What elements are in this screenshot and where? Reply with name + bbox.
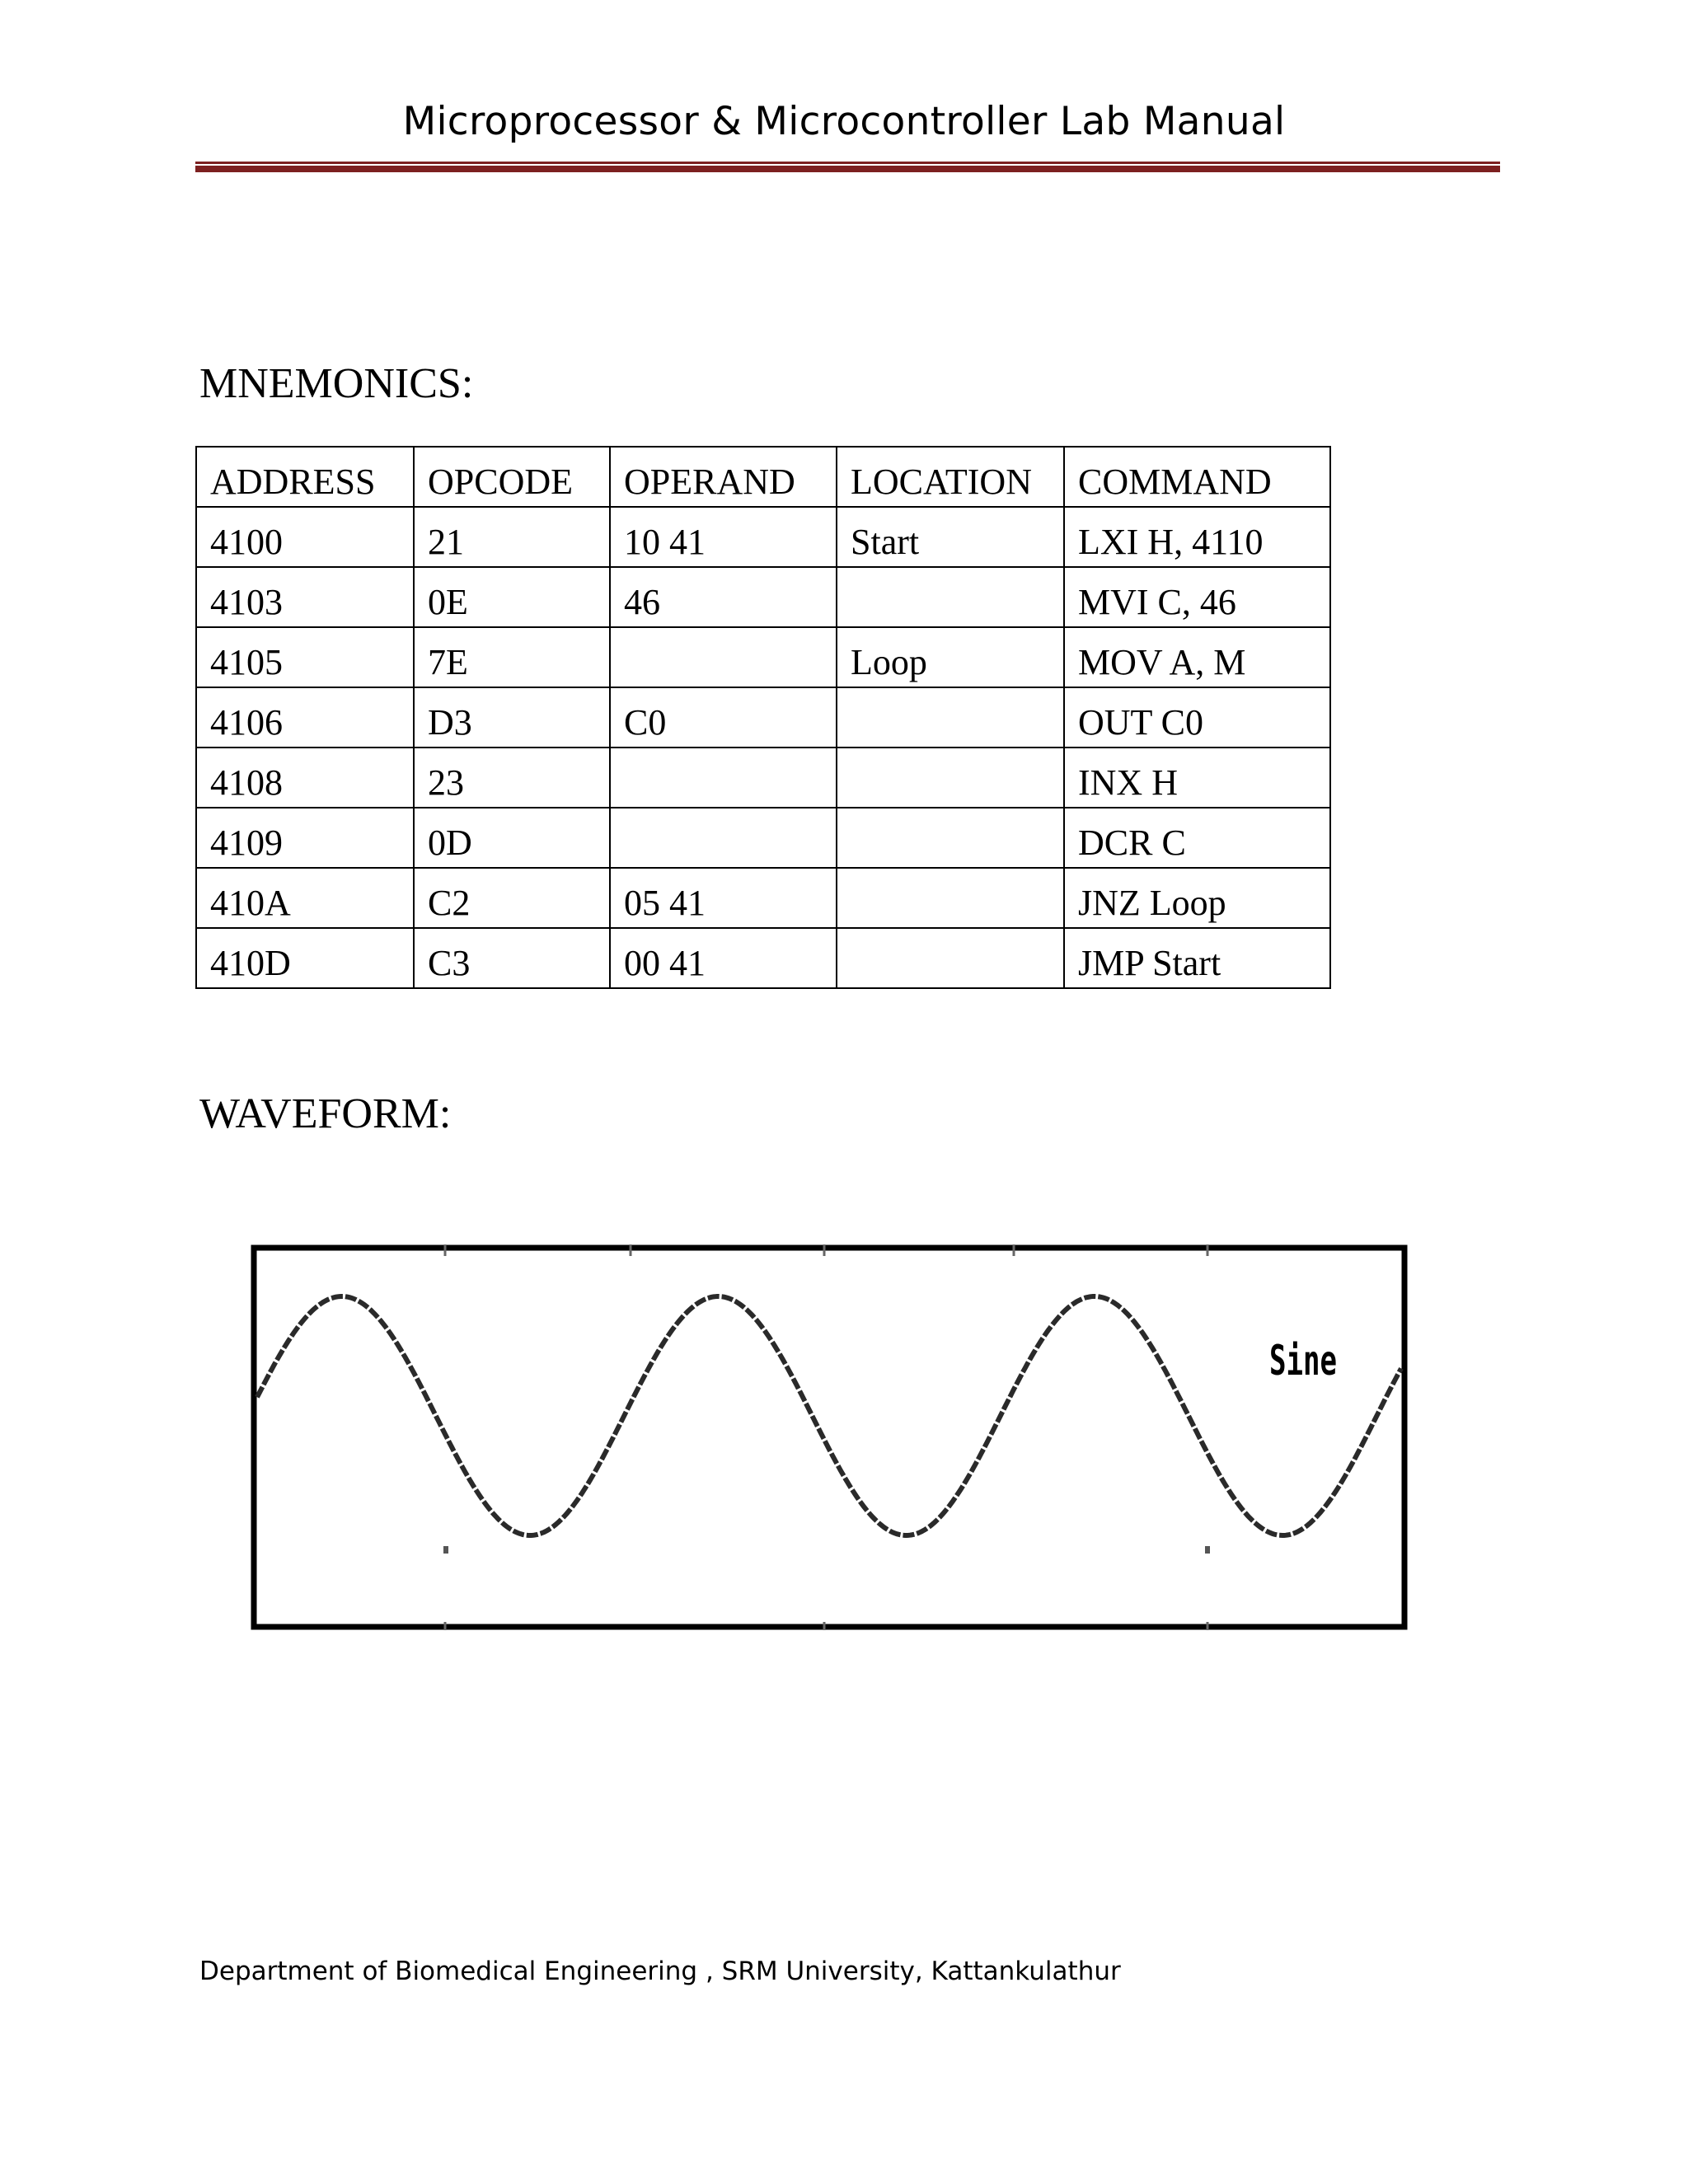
location-cell <box>837 687 1064 748</box>
table-row <box>196 748 1330 808</box>
command-cell: MVI C, 46 <box>1064 567 1330 627</box>
table-row <box>196 868 1330 928</box>
table-row <box>196 507 1330 567</box>
command-cell: INX H <box>1064 748 1330 808</box>
command-cell: DCR C <box>1064 808 1330 868</box>
header-rule <box>195 162 1500 164</box>
waveform-heading: WAVEFORM: <box>199 1090 452 1137</box>
operand-cell <box>610 748 837 808</box>
opcode-cell: C3 <box>414 928 610 988</box>
operand-cell: 10 41 <box>610 507 837 567</box>
operand-cell <box>610 627 837 687</box>
waveform-label: Sine <box>1269 1337 1337 1385</box>
opcode-cell: C2 <box>414 868 610 928</box>
column-header: ADDRESS <box>196 447 414 507</box>
address-cell: 4106 <box>196 687 414 748</box>
operand-cell: 05 41 <box>610 868 837 928</box>
address-cell: 410D <box>196 928 414 988</box>
location-cell <box>837 868 1064 928</box>
address-cell: 4105 <box>196 627 414 687</box>
operand-cell: 00 41 <box>610 928 837 988</box>
address-cell: 4100 <box>196 507 414 567</box>
page-header-title: Microprocessor & Microcontroller Lab Manual <box>402 99 1286 144</box>
opcode-cell: 23 <box>414 748 610 808</box>
table-row <box>196 627 1330 687</box>
opcode-cell: D3 <box>414 687 610 748</box>
sine-trace <box>257 1296 1401 1535</box>
location-cell <box>837 808 1064 868</box>
address-cell: 4109 <box>196 808 414 868</box>
opcode-cell: 0E <box>414 567 610 627</box>
opcode-cell: 21 <box>414 507 610 567</box>
column-header: OPERAND <box>610 447 837 507</box>
column-header: LOCATION <box>837 447 1064 507</box>
address-cell: 410A <box>196 868 414 928</box>
table-row <box>196 928 1330 988</box>
opcode-cell: 7E <box>414 627 610 687</box>
operand-cell: C0 <box>610 687 837 748</box>
marker-dot <box>443 1546 448 1554</box>
location-cell <box>837 928 1064 988</box>
command-cell: LXI H, 4110 <box>1064 507 1330 567</box>
table-header-row <box>196 447 1330 507</box>
command-cell: JMP Start <box>1064 928 1330 988</box>
table-row <box>196 808 1330 868</box>
address-cell: 4108 <box>196 748 414 808</box>
column-header: COMMAND <box>1064 447 1330 507</box>
operand-cell: 46 <box>610 567 837 627</box>
mnemonics-heading: MNEMONICS: <box>199 360 474 407</box>
mnemonics-table <box>195 446 1331 989</box>
frame-ticks <box>445 1244 1207 1630</box>
header-rule-thick <box>195 166 1500 172</box>
page-footer: Department of Biomedical Engineering , SRM University, Kattankulathur <box>199 1957 1121 1986</box>
marker-dot <box>1205 1546 1210 1554</box>
table-row <box>196 687 1330 748</box>
location-cell: Loop <box>837 627 1064 687</box>
sine-waveform-figure <box>247 1243 1411 1634</box>
command-cell: OUT C0 <box>1064 687 1330 748</box>
table-row <box>196 567 1330 627</box>
location-cell <box>837 567 1064 627</box>
location-cell <box>837 748 1064 808</box>
command-cell: JNZ Loop <box>1064 868 1330 928</box>
location-cell: Start <box>837 507 1064 567</box>
opcode-cell: 0D <box>414 808 610 868</box>
command-cell: MOV A, M <box>1064 627 1330 687</box>
column-header: OPCODE <box>414 447 610 507</box>
operand-cell <box>610 808 837 868</box>
waveform-frame <box>254 1248 1404 1627</box>
address-cell: 4103 <box>196 567 414 627</box>
